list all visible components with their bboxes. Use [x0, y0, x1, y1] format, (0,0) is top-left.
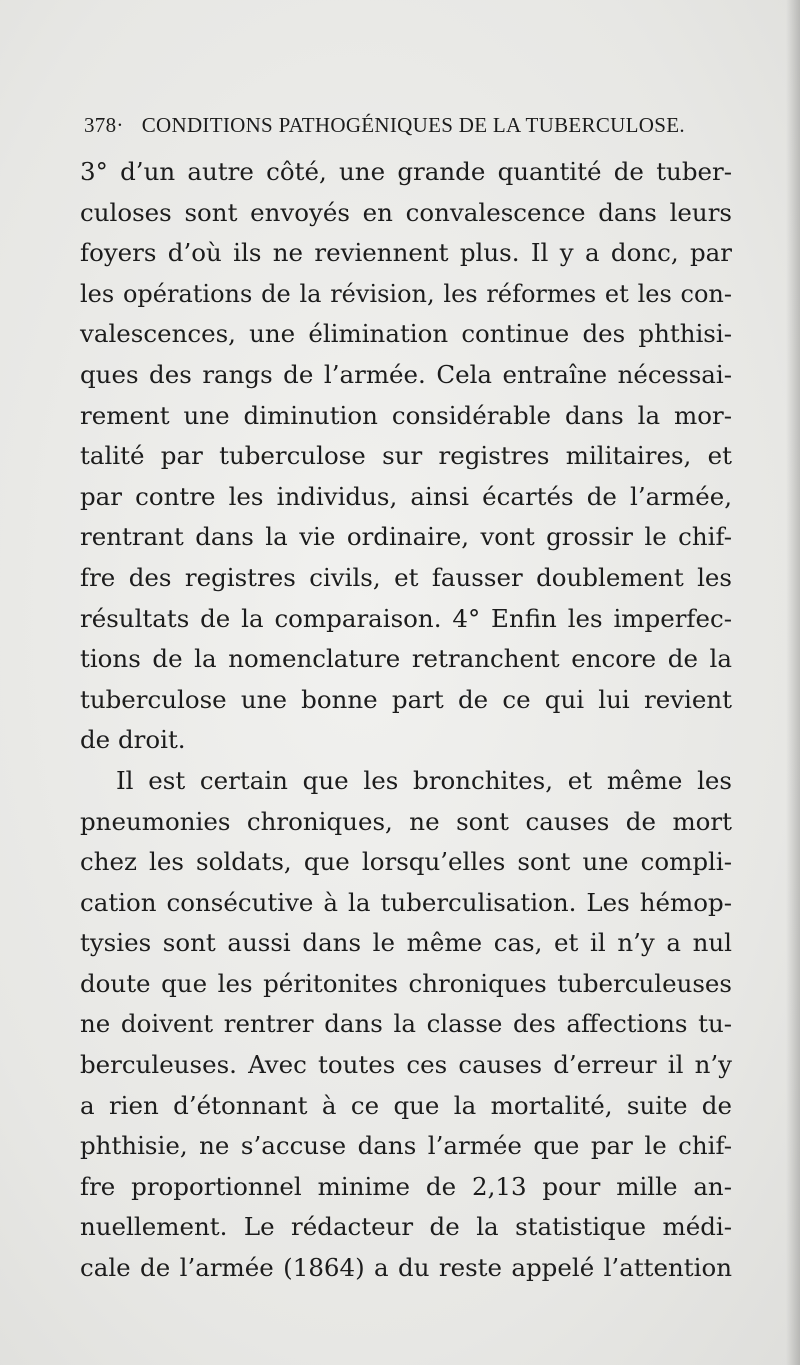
running-title: CONDITIONS PATHOGÉNIQUES DE LA TUBERCULOSE. — [141, 113, 685, 137]
text-line: de droit. — [80, 725, 186, 755]
text-line: berculeuses. Avec toutes ces causes d’erreur il n’y — [80, 1050, 732, 1080]
text-line: talité par tuberculose sur registres militaires, et — [80, 441, 732, 471]
text-line: valescences, une élimination continue des phthisi- — [80, 319, 732, 349]
page-edge-shadow — [786, 0, 800, 1365]
text-line: Il est certain que les bronchites, et même les — [116, 765, 732, 795]
text-line: rentrant dans la vie ordinaire, vont grossir le chif- — [80, 522, 732, 552]
text-line: fre des registres civils, et fausser doublement les — [80, 562, 732, 592]
text-line: foyers d’où ils ne reviennent plus. Il y a donc, par — [80, 238, 732, 268]
text-line: pneumonies chroniques, ne sont causes de mort — [80, 806, 732, 836]
text-line: cation consécutive à la tuberculisation. Les hémop- — [80, 887, 732, 917]
text-line: chez les soldats, que lorsqu’elles sont une compli- — [80, 847, 732, 877]
text-line: tuberculose une bonne part de ce qui lui revient — [80, 684, 732, 714]
text-line: doute que les péritonites chroniques tuberculeuses — [80, 968, 732, 998]
text-line: phthisie, ne s’accuse dans l’armée que par le chif- — [80, 1131, 732, 1161]
text-line: cale de l’armée (1864) a du reste appelé l’attention — [80, 1253, 732, 1283]
text-line: 3° d’un autre côté, une grande quantité de tuber- — [80, 157, 732, 186]
text-line: ques des rangs de l’armée. Cela entraîne nécessai- — [80, 359, 732, 389]
text-line: culoses sont envoyés en convalescence dans leurs — [80, 197, 732, 227]
text-line: par contre les individus, ainsi écartés de l’armée, — [80, 481, 732, 511]
text-line: tysies sont aussi dans le même cas, et il n’y a nul — [80, 928, 732, 958]
text-line: a rien d’étonnant à ce que la mortalité, suite de — [80, 1090, 732, 1120]
text-line: les opérations de la révision, les réformes et les con- — [80, 279, 732, 308]
text-line: nuellement. Le rédacteur de la statistique médi- — [80, 1212, 732, 1242]
text-line: résultats de la comparaison. 4° Enfin les imperfec- — [80, 603, 732, 633]
page-number: 378· — [84, 113, 124, 137]
text-line: rement une diminution considérable dans la mor- — [80, 400, 732, 430]
text-line: ne doivent rentrer dans la classe des affections tu- — [80, 1009, 732, 1039]
body-text — [80, 152, 732, 1289]
text-line: fre proportionnel minime de 2,13 pour mille an- — [80, 1171, 732, 1201]
running-header — [84, 113, 734, 138]
text-line: tions de la nomenclature retranchent encore de la — [80, 644, 732, 674]
